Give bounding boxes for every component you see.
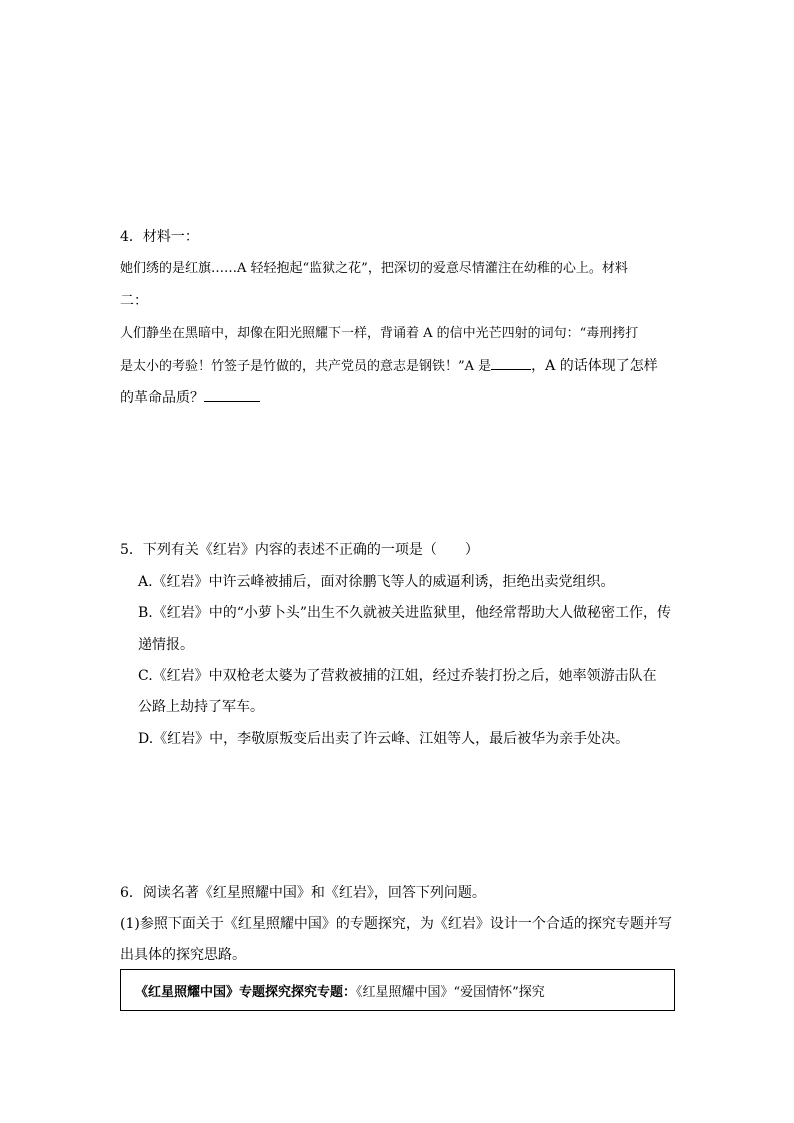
- q6-heading: 6．阅读名著《红星照耀中国》和《红岩》，回答下列问题。: [120, 885, 486, 901]
- topic-table-label: 《红星照耀中国》专题探究探究专题：: [135, 985, 357, 1000]
- q5-option-d: D.《红岩》中，李敬原叛变后出卖了许云峰、江姐等人，最后被华为亲手处决。: [138, 731, 630, 747]
- topic-table-value: 《红星照耀中国》“爱国情怀”探究: [356, 985, 545, 1000]
- q4-material2-line3: [120, 387, 260, 408]
- q4-material2-line1: 人们静坐在黑暗中，却像在阳光照耀下一样，背诵着 A 的信中光芒四射的词句：“毒刑拷打: [120, 326, 639, 341]
- q6-sub1-line2: 出具体的探究思路。: [120, 947, 246, 963]
- q4-material2-line2-text-a: 是太小的考验！竹签子是竹做的，共产党员的意志是钢铁！”A 是: [120, 359, 492, 374]
- topic-table-cell: [135, 981, 545, 1000]
- q4-material1-line1: 她们绣的是红旗……A 轻轻抱起“监狱之花”，把深切的爱意尽情灌注在幼稚的心上。材料: [120, 261, 628, 276]
- q5-option-c-line2: 公路上劫持了军车。: [138, 699, 264, 715]
- q5-option-b-line2: 递情报。: [138, 637, 194, 653]
- answer-blank-2[interactable]: [204, 387, 260, 402]
- q5-option-b-line1: B.《红岩》中的“小萝卜头”出生不久就被关进监狱里，他经常帮助大人做秘密工作，传: [138, 605, 672, 621]
- q4-material2-line2: [120, 355, 658, 377]
- q4-heading: 4．材料一：: [120, 229, 199, 245]
- q5-heading: 5．下列有关《红岩》内容的表述不正确的一项是（ ）: [120, 542, 479, 558]
- q4-material2-label: 二：: [120, 293, 148, 309]
- q5-option-a: A.《红岩》中许云峰被捕后，面对徐鹏飞等人的威逼利诱，拒绝出卖党组织。: [138, 574, 615, 590]
- topic-table: [120, 969, 675, 1011]
- q6-sub1-line1: (1)参照下面关于《红星照耀中国》的专题探究，为《红岩》设计一个合适的探究专题并写: [120, 916, 672, 932]
- answer-blank-1[interactable]: [491, 355, 531, 370]
- q4-material2-line2-text-b: ，A 的话体现了怎样: [531, 358, 658, 374]
- q5-option-c-line1: C.《红岩》中双枪老太婆为了营救被捕的江姐，经过乔装打扮之后，她率领游击队在: [138, 668, 657, 684]
- q4-material2-line3-text: 的革命品质？: [120, 390, 204, 406]
